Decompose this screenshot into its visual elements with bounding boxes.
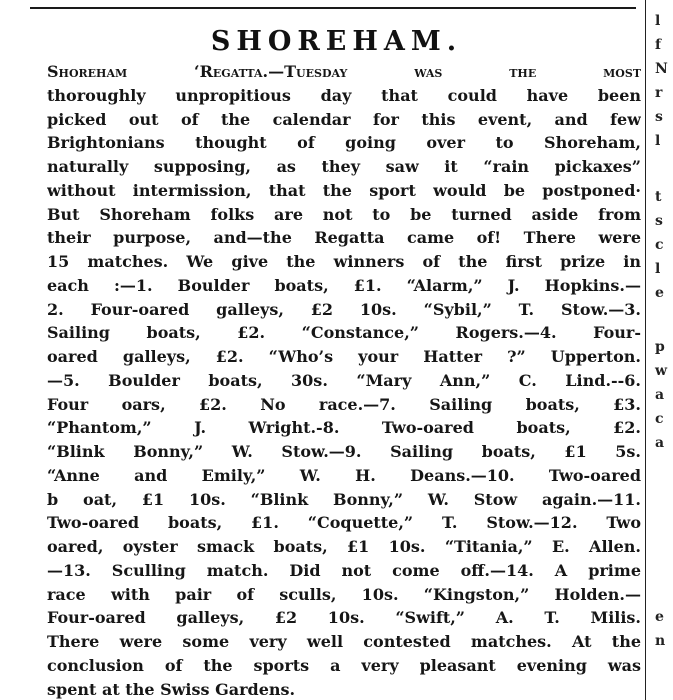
- edge-fragment: w: [655, 363, 668, 379]
- article-line: Four-oared galleys, £2 10s. “Swift,” A. T. Milis.: [47, 608, 641, 628]
- article-line: naturally supposing, as they saw it “rain pickaxes”: [47, 157, 641, 176]
- article-line: —13. Sculling match. Did not come off.—14. A prime: [47, 560, 641, 580]
- article-line: their purpose, and—the Regatta came of! There were: [47, 228, 641, 248]
- article-line: each :—1. Boulder boats, £1. “Alarm,” J. Hopkins.—: [47, 275, 641, 295]
- article-line: conclusion of the sports a very pleasant evening was: [47, 655, 641, 675]
- edge-fragment: N: [655, 61, 668, 77]
- edge-fragment: s: [655, 213, 663, 229]
- article-line: Shoreham ‘Regatta.—Tuesday was the most: [47, 62, 641, 81]
- edge-fragment: e: [655, 609, 664, 625]
- article-line: picked out of the calendar for this event, and few: [47, 109, 641, 129]
- article-line: But Shoreham folks are not to be turned aside from: [47, 204, 641, 224]
- article-line: Brightonians thought of going over to Shoreham,: [47, 133, 641, 153]
- article-line: “Anne and Emily,” W. H. Deans.—10. Two-oared: [47, 465, 641, 485]
- article-line: 2. Four-oared galleys, £2 10s. “Sybil,” T. Stow.—3.: [47, 299, 641, 319]
- edge-fragment: r: [655, 85, 663, 101]
- edge-fragment: e: [655, 285, 664, 301]
- edge-fragment: a: [655, 387, 665, 403]
- edge-fragment: p: [655, 339, 665, 355]
- edge-fragment: c: [655, 411, 664, 427]
- article-line: Sailing boats, £2. “Constance,” Rogers.—4. Four-: [47, 323, 641, 343]
- article-line: Four oars, £2. No race.—7. Sailing boats, £3.: [47, 394, 641, 414]
- edge-fragment: a: [655, 435, 665, 451]
- edge-fragment: f: [655, 37, 662, 53]
- article-line: “Phantom,” J. Wright.-8. Two-oared boats, £2.: [47, 418, 641, 438]
- edge-fragment: l: [655, 133, 661, 149]
- edge-fragment: t: [655, 189, 662, 205]
- column-divider: [645, 0, 646, 700]
- edge-fragment: c: [655, 237, 664, 253]
- article-line: “Blink Bonny,” W. Stow.—9. Sailing boats, £1 5s.: [47, 442, 641, 461]
- edge-fragment: l: [655, 13, 661, 29]
- article-line: without intermission, that the sport would be postponed·: [47, 180, 641, 200]
- article-line: Two-oared boats, £1. “Coquette,” T. Stow.—12. Two: [47, 513, 641, 533]
- article-line: oared, oyster smack boats, £1 10s. “Titania,” E. Allen.: [47, 537, 641, 556]
- article-line: spent at the Swiss Gardens.: [47, 679, 296, 699]
- article-line: There were some very well contested matches. At the: [47, 632, 641, 651]
- article-line: —5. Boulder boats, 30s. “Mary Ann,” C. Lind.--6.: [47, 370, 641, 390]
- edge-fragment: l: [655, 261, 661, 277]
- adjacent-column-fragments: [651, 0, 673, 700]
- article-line: race with pair of sculls, 10s. “Kingston,” Holden.—: [47, 584, 641, 604]
- top-rule: [30, 7, 636, 9]
- article-headline: SHOREHAM.: [210, 26, 463, 57]
- article-line: thoroughly unpropitious day that could have been: [47, 85, 641, 105]
- edge-fragment: n: [655, 633, 666, 649]
- article-line: b oat, £1 10s. “Blink Bonny,” W. Stow again.—11.: [47, 489, 641, 509]
- article-line: oared galleys, £2. “Who’s your Hatter ?” Upperton.: [47, 347, 641, 366]
- article-line: 15 matches. We give the winners of the first prize in: [47, 252, 641, 271]
- edge-fragment: s: [655, 109, 663, 125]
- article-body: [47, 60, 641, 700]
